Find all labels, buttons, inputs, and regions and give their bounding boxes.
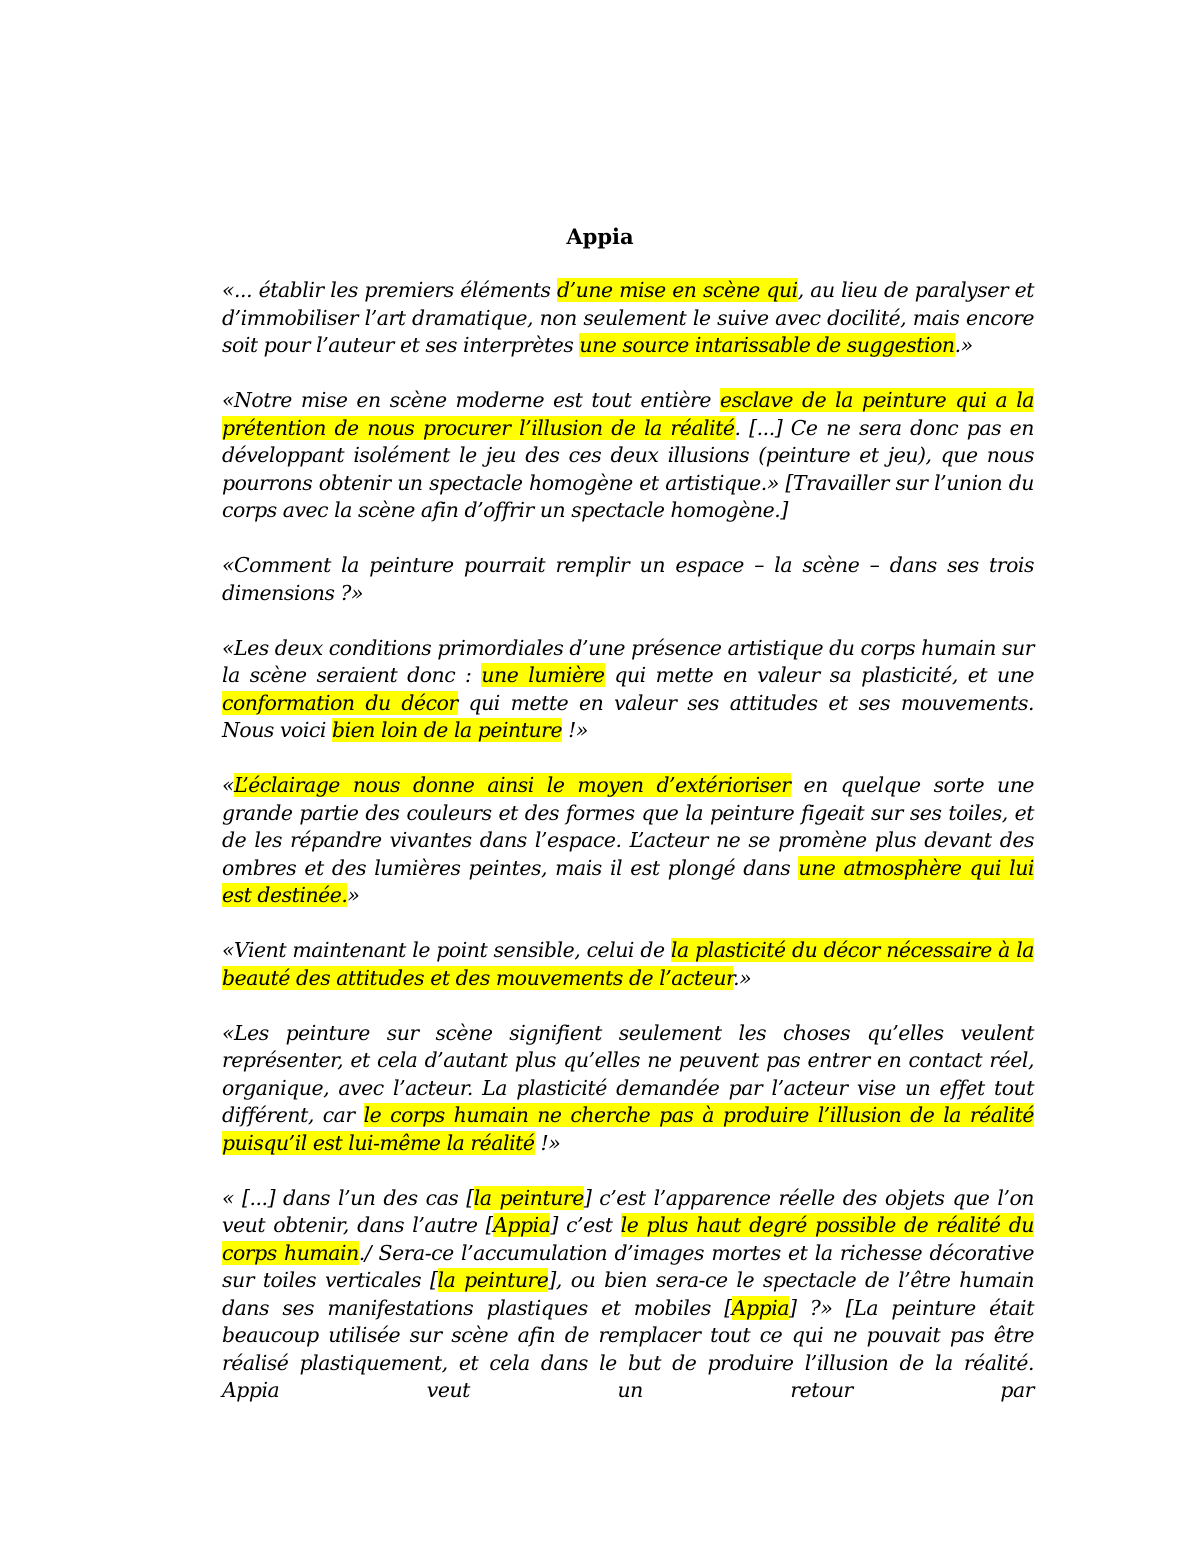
text-segment: «Les deux conditions primordiales d’une présence artistique du corps humain sur la scène seraient donc : <box>222 635 1034 687</box>
text-segment: «Notre mise en scène moderne est tout entière <box>222 388 720 412</box>
highlighted-text: le corps humain ne cherche pas à produire l’illusion de la réalité puisqu’il est lui-même la réalité <box>222 1103 1034 1155</box>
text-segment: «Vient maintenant le point sensible, celui de <box>222 938 671 962</box>
text-segment: , au lieu de paralyser et d’immobiliser l’art dramatique, non seulement le suive avec docilité, mais encore soit pour l’auteur et ses interprètes <box>222 278 1034 357</box>
text-segment: «... établir les premiers éléments <box>222 278 558 302</box>
text-segment: qui mette en valeur ses attitudes et ses mouvements. Nous voici <box>222 690 1034 742</box>
text-segment: .» <box>733 965 752 990</box>
highlighted-text: la plasticité du décor nécessaire à la beauté des attitudes et des mouvements de l’acteur <box>222 938 1034 990</box>
highlighted-text: esclave de la peinture qui a la prétention de nous procurer l’illusion de la réalité <box>222 388 1034 440</box>
highlighted-text: le plus haut degré possible de réalité du corps humain <box>222 1213 1034 1265</box>
text-segment: ] c’est <box>550 1213 621 1237</box>
text-segment: qui mette en valeur sa plasticité, et une <box>604 663 1035 687</box>
paragraph <box>222 387 1034 525</box>
highlighted-text: L’éclairage nous donne ainsi le moyen d’extérioriser <box>234 773 791 797</box>
text-segment: » <box>347 883 360 907</box>
text-segment: « [...] dans l’un des cas [ <box>222 1185 474 1210</box>
text-segment: «Comment la peinture pourrait remplir un espace – la scène – dans ses trois dimensions ?» <box>222 553 1034 605</box>
text-segment: «Les peinture sur scène signifient seulement les choses qu’elles veulent représenter, et cela d’autant plus qu’elles ne peuvent pas entrer en contact réel, organique, avec l’acteur. La plasticité demandée par l’acteur vise un effet tout différent, car <box>222 1020 1034 1127</box>
paragraph <box>222 1185 1034 1405</box>
highlighted-text: une atmosphère qui lui est destinée. <box>222 855 1034 907</box>
paragraph <box>222 552 1034 607</box>
page-title: Appia <box>566 224 634 249</box>
text-segment: ] ?» [La peinture était beaucoup utilisée sur scène afin de remplacer tout ce qui ne pouvait pas être réalisé plastiquement, et cela dans le but de produire l’illusion de la réalité. Appia veut un retour par <box>222 1295 1034 1402</box>
paragraph <box>222 277 1034 360</box>
paragraph <box>222 937 1034 992</box>
text-segment: en quelque sorte une grande partie des couleurs et des formes que la peinture figeait sur ses toiles, et de les répandre vivantes dans l’espace. L’acteur ne se promène plus devant des ombres et des lumières peintes, mais il est plongé dans <box>222 773 1034 880</box>
highlighted-text: Appia <box>493 1213 551 1237</box>
highlighted-text: conformation du décor <box>222 690 458 715</box>
text-segment: ./ Sera-ce l’accumulation d’images mortes et la richesse décorative sur toiles verticales [ <box>222 1240 1035 1292</box>
text-segment: « <box>222 773 235 797</box>
text-segment: !» <box>562 718 588 742</box>
highlighted-text: une lumière <box>481 663 605 687</box>
document-body <box>222 277 1034 1432</box>
highlighted-text: bien loin de la peinture <box>332 718 563 742</box>
paragraph <box>222 1020 1034 1158</box>
text-segment: . [...] Ce ne sera donc pas en développant isolément le jeu des ces deux illusions (peinture et jeu), que nous pourrons obtenir un spectacle homogène et artistique.» [Travailler sur l’union du corps avec la scène afin d’offrir un spectacle homogène.] <box>222 415 1034 522</box>
text-segment: .» <box>954 333 973 357</box>
highlighted-text: une source intarissable de suggestion <box>579 333 955 357</box>
highlighted-text: d’une mise en scène qui <box>557 278 798 302</box>
highlighted-text: la peinture <box>473 1185 584 1210</box>
paragraph <box>222 635 1034 745</box>
paragraph <box>222 772 1034 910</box>
text-segment: ] c’est l’apparence réelle des objets que l’on veut obtenir, dans l’autre [ <box>222 1185 1034 1237</box>
text-segment: ], ou bien sera-ce le spectacle de l’être humain dans ses manifestations plastiques et mobiles [ <box>222 1268 1035 1320</box>
text-segment: !» <box>534 1130 561 1155</box>
highlighted-text: la peinture <box>437 1268 549 1292</box>
highlighted-text: Appia <box>731 1295 790 1320</box>
